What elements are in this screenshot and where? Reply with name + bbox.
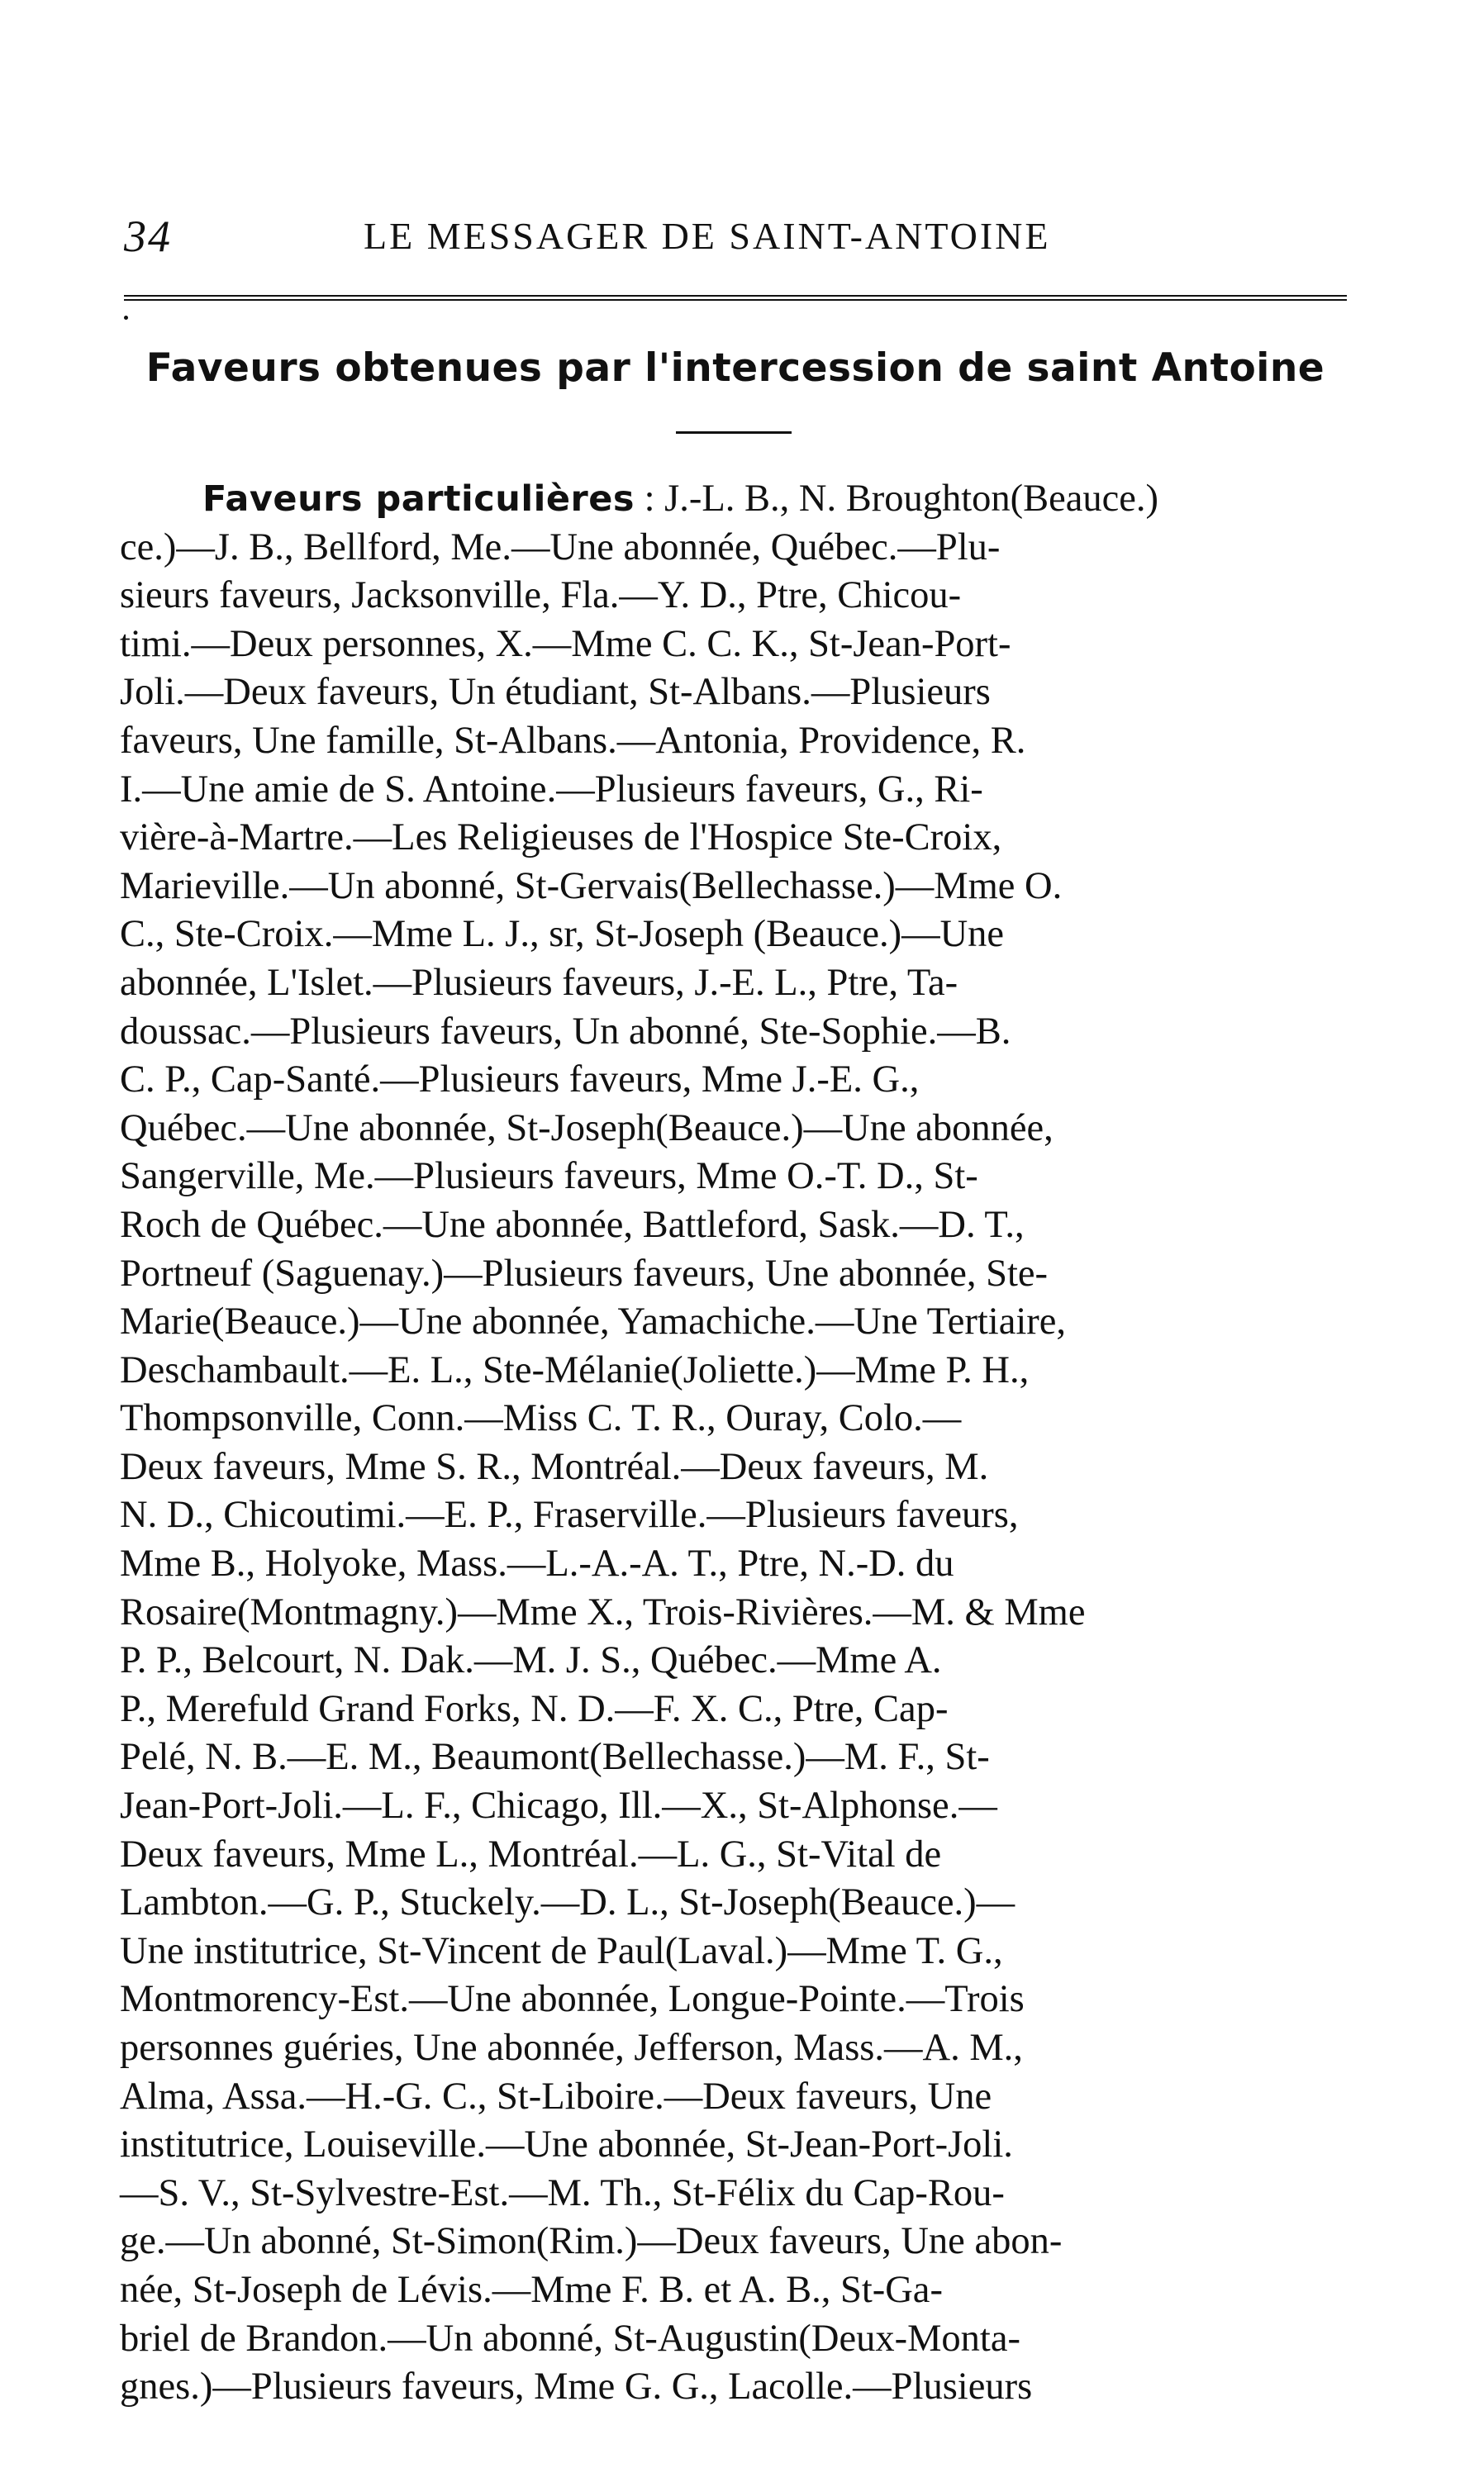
text-line: P. P., Belcourt, N. Dak.—M. J. S., Québec.—Mme A.: [120, 1639, 942, 1682]
body-text: [120, 475, 1359, 2412]
text-line: P., Merefuld Grand Forks, N. D.—F. X. C., Ptre, Cap-: [120, 1687, 949, 1730]
text-line: Une institutrice, St-Vincent de Paul(Laval.)—Mme T. G.,: [120, 1929, 1003, 1972]
text-line: personnes guéries, Une abonnée, Jefferson, Mass.—A. M.,: [120, 2027, 1023, 2069]
text-line: —S. V., St-Sylvestre-Est.—M. Th., St-Félix du Cap-Rou-: [120, 2171, 1005, 2214]
text-line: Pelé, N. B.—E. M., Beaumont(Bellechasse.)—M. F., St-: [120, 1736, 990, 1779]
text-line: abonnée, L'Islet.—Plusieurs faveurs, J.-E. L., Ptre, Ta-: [120, 961, 958, 1004]
running-title: LE MESSAGER DE SAINT-ANTOINE: [364, 215, 1051, 257]
text-line: Québec.—Une abonnée, St-Joseph(Beauce.)—Une abonnée,: [120, 1106, 1054, 1149]
text-line: I.—Une amie de S. Antoine.—Plusieurs faveurs, G., Ri-: [120, 768, 983, 811]
text-line: Deschambault.—E. L., Ste-Mélanie(Joliette.)—Mme P. H.,: [120, 1348, 1030, 1391]
page-header: [124, 211, 1347, 277]
text-line: faveurs, Une famille, St-Albans.—Antonia, Providence, R.: [120, 719, 1026, 762]
text-line: Joli.—Deux faveurs, Un étudiant, St-Albans.—Plusieurs: [120, 671, 991, 714]
section-title: Faveurs obtenues par l'intercession de saint Antoine: [145, 345, 1325, 391]
text-line: institutrice, Louiseville.—Une abonnée, St-Jean-Port-Joli.: [120, 2123, 1013, 2166]
text-line-content: : J.-L. B., N. Broughton(Beauce.): [634, 478, 1159, 520]
text-line: gnes.)—Plusieurs faveurs, Mme G. G., Lacolle.—Plusieurs: [120, 2366, 1033, 2409]
text-line: ge.—Un abonné, St-Simon(Rim.)—Deux faveurs, Une abon-: [120, 2220, 1063, 2263]
text-line: Deux faveurs, Mme L., Montréal.—L. G., St-Vital de: [120, 1833, 942, 1876]
text-line: ce.)—J. B., Bellford, Me.—Une abonnée, Québec.—Plu-: [120, 525, 1001, 568]
text-line: vière-à-Martre.—Les Religieuses de l'Hospice Ste-Croix,: [120, 816, 1002, 859]
text-line: Mme B., Holyoke, Mass.—L.-A.-A. T., Ptre, N.-D. du: [120, 1543, 954, 1586]
text-line: Marie(Beauce.)—Une abonnée, Yamachiche.—Une Tertiaire,: [120, 1301, 1066, 1343]
text-line: née, St-Joseph de Lévis.—Mme F. B. et A. B., St-Ga-: [120, 2268, 943, 2311]
text-line: Sangerville, Me.—Plusieurs faveurs, Mme O.-T. D., St-: [120, 1155, 978, 1198]
text-line: C. P., Cap-Santé.—Plusieurs faveurs, Mme J.-E. G.,: [120, 1058, 920, 1101]
text-line: Roch de Québec.—Une abonnée, Battleford, Sask.—D. T.,: [120, 1203, 1025, 1246]
header-rule: [124, 295, 1347, 301]
subsection-heading: Faveurs particulières: [202, 478, 635, 520]
text-line: N. D., Chicoutimi.—E. P., Fraserville.—Plusieurs faveurs,: [120, 1494, 1019, 1537]
section-divider: [676, 431, 792, 434]
text-line: Marieville.—Un abonné, St-Gervais(Bellechasse.)—Mme O.: [120, 864, 1063, 907]
page-number: 34: [124, 212, 172, 261]
rule-ornament: [124, 316, 128, 320]
text-line: doussac.—Plusieurs faveurs, Un abonné, Ste-Sophie.—B.: [120, 1010, 1011, 1053]
text-line: Rosaire(Montmagny.)—Mme X., Trois-Rivières.—M. & Mme: [120, 1591, 1086, 1633]
text-line: C., Ste-Croix.—Mme L. J., sr, St-Joseph (Beauce.)—Une: [120, 913, 1005, 956]
text-line: briel de Brandon.—Un abonné, St-Augustin(Deux-Monta-: [120, 2317, 1020, 2360]
text-line: Deux faveurs, Mme S. R., Montréal.—Deux faveurs, M.: [120, 1445, 989, 1488]
text-line: Thompsonville, Conn.—Miss C. T. R., Ouray, Colo.—: [120, 1397, 962, 1440]
text-line: Jean-Port-Joli.—L. F., Chicago, Ill.—X., St-Alphonse.—: [120, 1785, 997, 1828]
text-line: Lambton.—G. P., Stuckely.—D. L., St-Joseph(Beauce.)—: [120, 1881, 1015, 1924]
text-line: [120, 475, 1359, 524]
text-line: Alma, Assa.—H.-G. C., St-Liboire.—Deux faveurs, Une: [120, 2075, 992, 2118]
text-line: sieurs faveurs, Jacksonville, Fla.—Y. D., Ptre, Chicou-: [120, 574, 962, 617]
text-line: Portneuf (Saguenay.)—Plusieurs faveurs, Une abonnée, Ste-: [120, 1252, 1049, 1295]
text-line: Montmorency-Est.—Une abonnée, Longue-Pointe.—Trois: [120, 1978, 1025, 2021]
text-line: timi.—Deux personnes, X.—Mme C. C. K., St-Jean-Port-: [120, 622, 1011, 665]
